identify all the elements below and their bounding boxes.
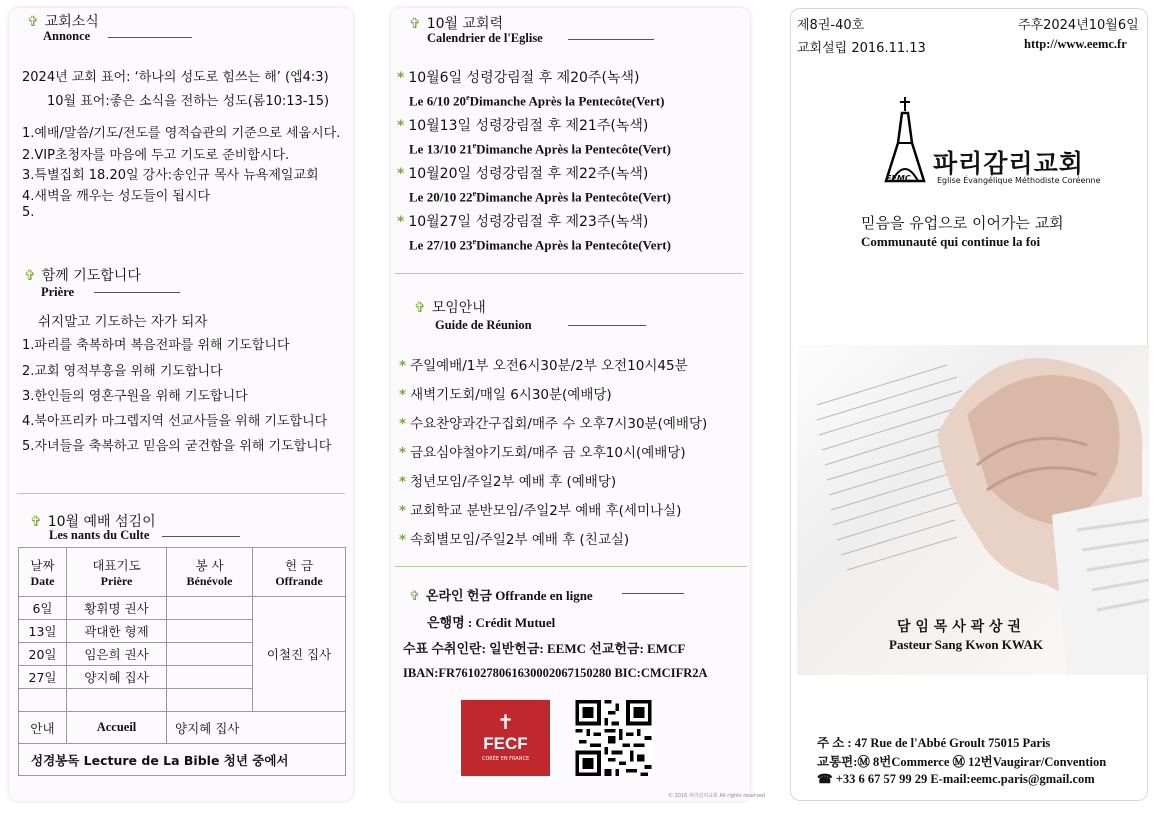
news-item: 1.예배/말씀/기도/전도를 영적습관의 기준으로 세웁시다. — [22, 126, 341, 141]
calendar-entry: * 10월13일 성령강림절 후 제21주(녹색) — [397, 118, 649, 134]
calendar-entry: * 10월27일 성령강림절 후 제23주(녹색) — [397, 214, 649, 230]
pastor-name-fr: Pasteur Sang Kwon KWAK — [889, 637, 1043, 652]
service-title: ✞ 10월 예배 섬김이 — [30, 514, 156, 530]
table-row — [19, 744, 346, 776]
issue-date: 주후2024년10월6일 — [1018, 18, 1139, 33]
website-link[interactable]: http://www.eemc.fr — [1024, 37, 1127, 51]
cross-icon: ✞ — [24, 268, 36, 284]
cross-icon: ✞ — [414, 300, 426, 316]
church-name-fr: Eglise Évangélique Méthodiste Coréenne — [937, 176, 1101, 185]
calendar-entry-fr: Le 20/10 22eDimanche Après la Pentecôte(Vert) — [409, 189, 671, 205]
pastor-title-kr: 담 임 목 사 곽 상 권 — [897, 619, 1021, 635]
table-header: 날짜 Date — [19, 548, 67, 597]
cross-icon: ✞ — [30, 514, 42, 530]
calendar-entry: * 10월20일 성령강림절 후 제22주(녹색) — [397, 166, 649, 182]
meeting-item: * 주일예배/1부 오전6시30분/2부 오전10시45분 — [399, 358, 688, 374]
bible-reading: 성경봉독 Lecture de La Bible 청년 중에서 — [19, 744, 346, 776]
motto-kr: 믿음을 유업으로 이어가는 교회 — [861, 214, 1064, 232]
meetings-title: ✞ 모임안내 — [414, 300, 486, 316]
news-line-2: 10월 표어:좋은 소식을 전하는 성도(롬10:13-15) — [47, 94, 330, 109]
table-row: 27일 양지혜 집사 — [19, 666, 346, 689]
meeting-item: * 새벽기도회/매일 6시30분(예배당) — [399, 387, 612, 403]
bank-name: 은행명 : Crédit Mutuel — [427, 615, 556, 630]
address: 주 소 : 47 Rue de l'Abbé Groult 75015 Paris — [817, 736, 1051, 750]
meeting-item: * 금요심야철야기도회/매주 금 오후10시(예배당) — [399, 445, 686, 461]
meeting-item: * 수요찬양과간구집회/매주 수 오후7시30분(예배당) — [399, 416, 708, 432]
meetings-subtitle: Guide de Réunion — [435, 318, 532, 332]
online-offering-title: ✞ 온라인 헌금 Offrande en ligne — [409, 588, 593, 604]
table-row: 6일 황휘명 권사 이철진 집사 — [19, 597, 346, 620]
prayer-item: 4.북아프리카 마그렙지역 선교사들을 위해 기도합니다 — [22, 414, 328, 429]
cross-icon: ✞ — [409, 589, 420, 604]
cross-icon: ✞ — [409, 16, 421, 32]
fecf-logo: ✝ FECF CORÉE EN FRANCE — [461, 700, 550, 776]
service-table — [18, 547, 346, 776]
calendar-entry: * 10월6일 성령강림절 후 제20주(녹색) — [397, 70, 640, 86]
news-subtitle: Annonce — [43, 29, 91, 43]
meeting-item: * 청년모임/주일2부 예배 후 (예배당) — [399, 474, 617, 490]
offering-name: 이철진 집사 — [253, 597, 346, 712]
prayer-subtitle: Prière — [41, 285, 75, 299]
prayer-item: 3.한인들의 영혼구원을 위해 기도합니다 — [22, 389, 248, 404]
service-subtitle: Les nants du Culte — [49, 528, 150, 542]
logo-mark: EEMC — [886, 174, 911, 183]
prayer-intro: 쉬지말고 기도하는 자가 되자 — [38, 314, 208, 330]
table-row: 20일 임은희 권사 — [19, 643, 346, 666]
transport: 교통편:Ⓜ 8번Commerce Ⓜ 12번Vaugirar/Convention — [817, 755, 1107, 769]
news-item: 3.특별집회 18.20일 강사:송인규 목사 뉴욕제일교회 — [22, 168, 319, 183]
table-row: 안내 Accueil 양지혜 집사 — [19, 712, 346, 744]
church-name-kr: 파리감리교회 — [933, 149, 1084, 178]
calendar-entry-fr: Le 13/10 21eDimanche Après la Pentecôte(Vert) — [409, 141, 671, 157]
cheque-payee: 수표 수취인란: 일반헌금: EEMC 선교헌금: EMCF — [403, 641, 686, 656]
table-header: 헌 금 Offrande — [253, 548, 346, 597]
meeting-item: * 교회학교 분반모임/주일2부 예배 후(세미나실) — [399, 503, 682, 519]
meeting-item: * 속회별모임/주일2부 예배 후 (친교실) — [399, 532, 630, 548]
news-title: ✞ 교회소식 — [27, 14, 99, 30]
qr-code[interactable] — [573, 700, 654, 776]
news-item: 4.새벽을 깨우는 성도들이 됩시다 — [22, 189, 211, 204]
prayer-title: ✞ 함께 기도합니다 — [24, 268, 141, 284]
volume-number: 제8권-40호 — [797, 18, 865, 33]
calendar-entry-fr: Le 27/10 23eDimanche Après la Pentecôte(Vert) — [409, 237, 671, 253]
copyright: © 2016 파리감리교회 All rights reserved — [668, 793, 766, 799]
prayer-item: 2.교회 영적부흥을 위해 기도합니다 — [22, 364, 223, 379]
prayer-item: 5.자녀들을 축복하고 믿음의 굳건함을 위해 기도합니다 — [22, 439, 332, 454]
news-line-1: 2024년 교회 표어: ‘하나의 성도로 힘쓰는 해’ (엡4:3) — [22, 70, 329, 85]
iban: IBAN:FR7610278061630002067150280 BIC:CMCIFR2A — [403, 666, 708, 680]
table-header: 대표기도 Prière — [67, 548, 167, 597]
prayer-item: 1.파리를 축복하며 복음전파를 위해 기도합니다 — [22, 338, 290, 353]
cross-icon: ✞ — [27, 14, 39, 30]
news-item: 2.VIP초청자를 마음에 두고 기도로 준비합시다. — [22, 148, 290, 163]
motto-fr: Communauté qui continue la foi — [861, 234, 1041, 249]
news-item: 5. — [22, 205, 35, 220]
calendar-entry-fr: Le 6/10 20eDimanche Après la Pentecôte(Vert) — [409, 93, 665, 109]
calendar-subtitle: Calendrier de l'Eglise — [427, 31, 543, 45]
table-header: 봉 사 Bénévole — [167, 548, 253, 597]
founded-date: 교회설립 2016.11.13 — [797, 41, 926, 56]
table-row: 13일 곽대한 형제 — [19, 620, 346, 643]
contact: ☎ +33 6 67 57 99 29 E-mail:eemc.paris@gmail.com — [817, 772, 1095, 786]
calendar-title: ✞ 10월 교회력 — [409, 16, 504, 32]
